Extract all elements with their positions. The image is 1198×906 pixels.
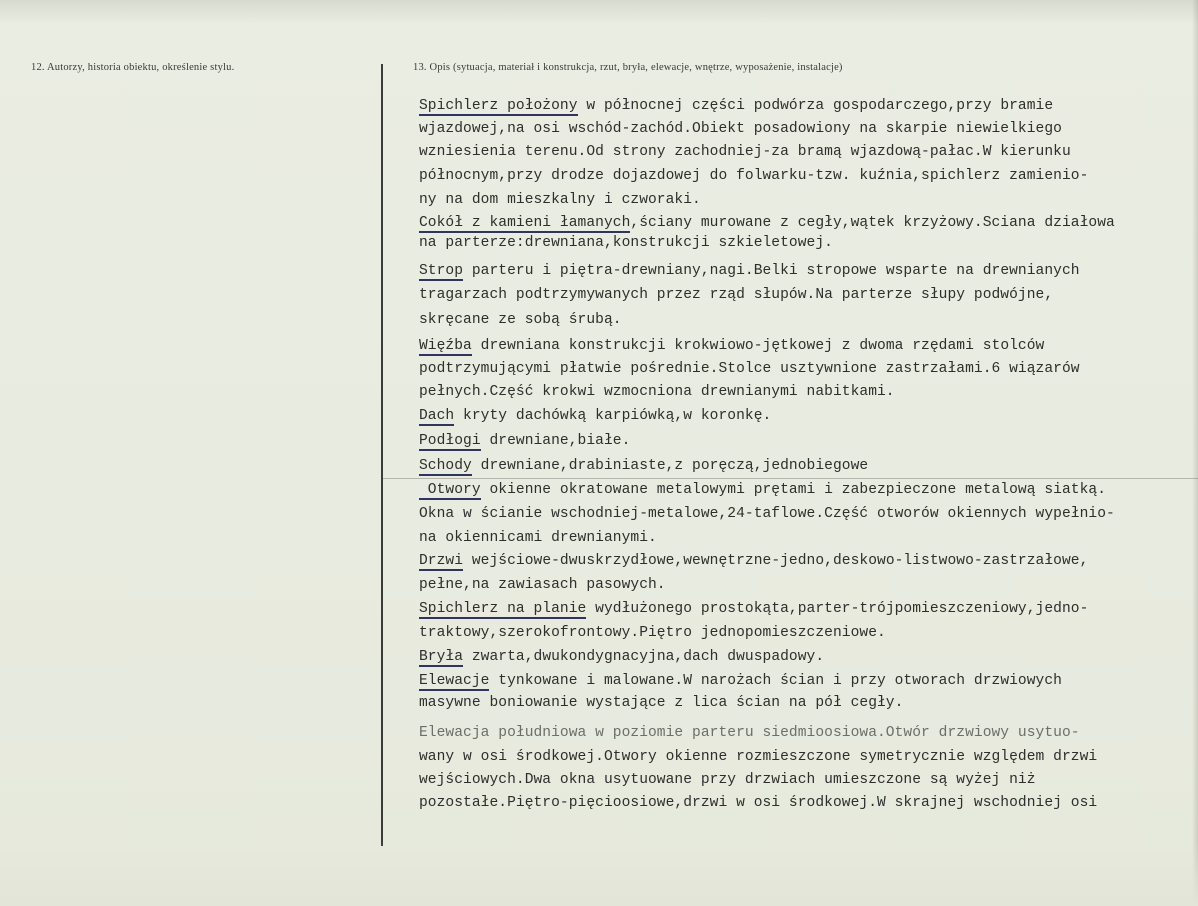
line-text: północnym,przy drodze dojazdowej do folwarku-tzw. kuźnia,spichlerz zamienio- [419, 168, 1089, 184]
right-edge-shadow [1192, 0, 1198, 906]
line-text: wzniesienia terenu.Od strony zachodniej-za bramą wjazdową-pałac.W kierunku [419, 144, 1071, 160]
line-text: kryty dachówką karpiówką,w koronkę. [454, 408, 772, 424]
description-line [419, 431, 630, 451]
underlined-heading: Strop [419, 263, 464, 279]
line-text: ,ściany murowane z cegły,wątek krzyżowy.Sciana działowa [630, 215, 1115, 231]
underlined-heading: Otwory [419, 482, 481, 498]
underlined-heading: Drzwi [419, 553, 464, 569]
description-line [419, 480, 1106, 500]
line-text: w północnej części podwórza gospodarczego,przy bramie [577, 98, 1054, 114]
description-line [419, 647, 824, 667]
description-line [419, 406, 771, 426]
description-line [419, 190, 701, 210]
line-text: Elewacja południowa w poziomie parteru siedmioosiowa.Otwór drzwiowy usytuo- [419, 725, 1080, 741]
faint-fold-line [383, 478, 1198, 479]
description-line [419, 528, 657, 548]
description-line [419, 504, 1115, 524]
line-text: wjazdowej,na osi wschód-zachód.Obiekt posadowiony na skarpie niewielkiego [419, 121, 1062, 137]
description-line [419, 166, 1088, 186]
description-line [419, 359, 1080, 379]
line-text: tynkowane i malowane.W narożach ścian i przy otworach drzwiowych [489, 673, 1062, 689]
description-line [419, 723, 1080, 743]
line-text: drewniane,białe. [480, 433, 631, 449]
line-text: drewniane,drabiniaste,z poręczą,jednobiegowe [471, 458, 869, 474]
description-line [419, 310, 622, 330]
line-text: traktowy,szerokofrontowy.Piętro jednopomieszczeniowe. [419, 625, 886, 641]
underlined-heading: Elewacje [419, 673, 490, 689]
field-13-header: 13. Opis (sytuacja, materiał i konstrukcja, rzut, bryła, elewacje, wnętrze, wyposażenie, instalacje) [413, 62, 843, 73]
underlined-heading: Cokół z kamieni łamanych [419, 215, 631, 231]
line-text: wejściowe-dwuskrzydłowe,wewnętrzne-jedno,deskowo-listwowo-zastrzałowe, [463, 553, 1089, 569]
description-line [419, 456, 868, 476]
underlined-heading: Schody [419, 458, 472, 474]
description-line [419, 551, 1088, 571]
line-text: podtrzymującymi płatwie pośrednie.Stolce usztywnione zastrzałami.6 wiązarów [419, 361, 1080, 377]
line-text: okienne okratowane metalowymi prętami i zabezpieczone metalową siatką. [480, 482, 1107, 498]
description-line [419, 285, 1053, 305]
description-line [419, 599, 1088, 619]
line-text: na okiennicami drewnianymi. [419, 530, 657, 546]
line-text: wany w osi środkowej.Otwory okienne rozmieszczone symetrycznie względem drzwi [419, 749, 1098, 765]
description-line [419, 142, 1071, 162]
line-text: tragarzach podtrzymywanych przez rząd słupów.Na parterze słupy podwójne, [419, 287, 1054, 303]
description-line [419, 96, 1053, 116]
line-text: parteru i piętra-drewniany,nagi.Belki stropowe wsparte na drewnianych [463, 263, 1080, 279]
line-text: na parterze:drewniana,konstrukcji szkieletowej. [419, 235, 833, 251]
line-text: ny na dom mieszkalny i czworaki. [419, 192, 701, 208]
description-line [419, 336, 1044, 356]
description-line [419, 233, 833, 253]
description-line [419, 693, 903, 713]
description-line [419, 671, 1062, 691]
description-line [419, 213, 1115, 233]
line-text: masywne boniowanie wystające z lica ścian na pół cegły. [419, 695, 904, 711]
description-line [419, 382, 895, 402]
line-text: pełne,na zawiasach pasowych. [419, 577, 666, 593]
underlined-heading: Podłogi [419, 433, 481, 449]
line-text: Okna w ścianie wschodniej-metalowe,24-taflowe.Część otworów okiennych wypełnio- [419, 506, 1115, 522]
line-text: pozostałe.Piętro-pięcioosiowe,drzwi w osi środkowej.W skrajnej wschodniej osi [419, 795, 1098, 811]
description-line [419, 575, 666, 595]
column-divider [381, 64, 383, 846]
description-line [419, 770, 1036, 790]
underlined-heading: Bryła [419, 649, 464, 665]
description-line [419, 793, 1097, 813]
description-line [419, 119, 1062, 139]
underlined-heading: Spichlerz położony [419, 98, 578, 114]
line-text: skręcane ze sobą śrubą. [419, 312, 622, 328]
underlined-heading: Więźba [419, 338, 472, 354]
line-text: zwarta,dwukondygnacyjna,dach dwuspadowy. [463, 649, 825, 665]
line-text: pełnych.Część krokwi wzmocniona drewnianymi nabitkami. [419, 384, 895, 400]
underlined-heading: Spichlerz na planie [419, 601, 587, 617]
line-text: wydłużonego prostokąta,parter-trójpomieszczeniowy,jedno- [586, 601, 1089, 617]
bottom-edge [0, 842, 1198, 906]
description-line [419, 623, 886, 643]
description-line [419, 747, 1097, 767]
line-text: wejściowych.Dwa okna usytuowane przy drzwiach umieszczone są wyżej niż [419, 772, 1036, 788]
top-edge-shadow [0, 0, 1198, 24]
description-line [419, 261, 1080, 281]
field-12-header: 12. Autorzy, historia obiektu, określenie stylu. [31, 62, 235, 73]
underlined-heading: Dach [419, 408, 455, 424]
line-text: drewniana konstrukcji krokwiowo-jętkowej z dwoma rzędami stolców [471, 338, 1045, 354]
